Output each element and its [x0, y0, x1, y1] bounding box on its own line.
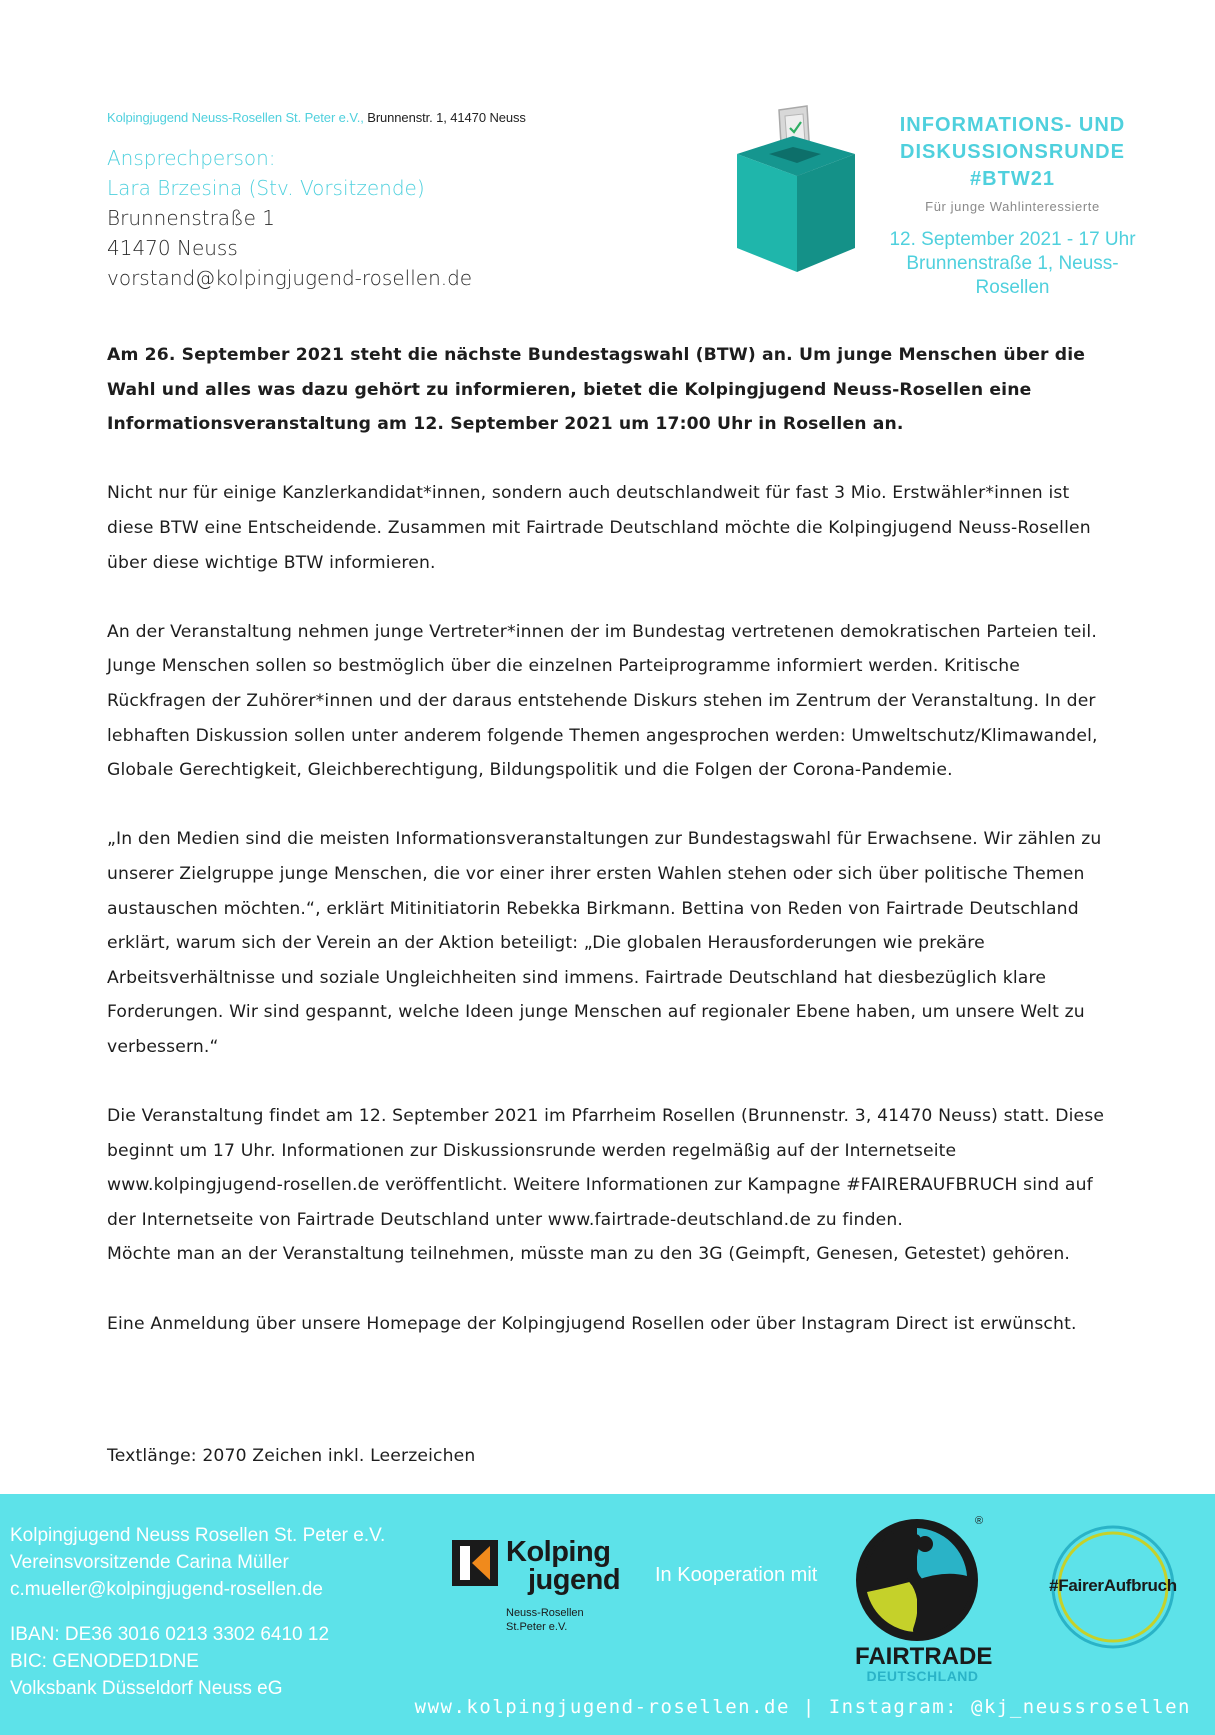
fairtrade-registered: ® [975, 1515, 984, 1527]
sender-line [107, 110, 526, 125]
footer-info [10, 1522, 385, 1702]
contact-email[interactable]: vorstand@kolpingjugend-rosellen.de [107, 266, 473, 290]
sender-org: Kolpingjugend Neuss-Rosellen St. Peter e.V., [107, 110, 364, 125]
text-length: Textlänge: 2070 Zeichen inkl. Leerzeichen [107, 1446, 476, 1466]
kolping-sub1: Neuss-Rosellen [506, 1607, 584, 1619]
kolping-word1: Kolping [506, 1536, 611, 1568]
sender-address: Brunnenstr. 1, 41470 Neuss [363, 110, 526, 125]
cooperation-label: In Kooperation mit [655, 1564, 818, 1586]
kolpingjugend-logo [450, 1536, 650, 1636]
contact-block [107, 143, 472, 293]
campaign-hashtag: #FairerAufbruch [1049, 1576, 1177, 1595]
paragraph-2: An der Veranstaltung nehmen junge Vertreter*innen der im Bundestag vertretenen demokratischen Parteien teil. Junge Menschen sollen so bestmöglich über die einzelnen Parteiprogramme informiert werden. Kritische Rückfragen der Zuhörer*innen und der daraus entstehende Diskurs stehen im Zentrum der Veranstaltung. In der lebhaften Diskussion sollen unter anderem folgende Themen angesprochen werden: Umweltschutz/Klimawandel, Globale Gerechtigkeit, Gleichberechtigung, Bildungspolitik und die Folgen der Corona-Pandemie. [107, 621, 1098, 781]
footer-email[interactable]: c.mueller@kolpingjugend-rosellen.de [10, 1579, 323, 1600]
contact-city: 41470 Neuss [107, 236, 238, 260]
kolping-word2: jugend [528, 1564, 621, 1596]
fairtrade-logo [855, 1510, 993, 1685]
fairtrade-sub: DEUTSCHLAND [866, 1668, 979, 1684]
footer-org: Kolpingjugend Neuss Rosellen St. Peter e.V. [10, 1525, 386, 1546]
event-place: Brunnenstraße 1, Neuss-Rosellen [906, 253, 1119, 298]
event-date: 12. September 2021 - 17 Uhr [889, 229, 1136, 250]
fairer-aufbruch-badge [1048, 1522, 1178, 1652]
footer-web-line[interactable]: www.kolpingjugend-rosellen.de | Instagram: @kj_neussrosellen [414, 1696, 1191, 1718]
kolping-k-icon [452, 1540, 498, 1586]
event-title-line2: DISKUSSIONSRUNDE #BTW21 [900, 141, 1125, 190]
contact-label: Ansprechperson: [107, 146, 276, 170]
contact-street: Brunnenstraße 1 [107, 206, 275, 230]
ballot-box-icon [735, 104, 857, 274]
footer-iban: IBAN: DE36 3016 0213 3302 6410 12 [10, 1624, 330, 1645]
footer-chair: Vereinsvorsitzende Carina Müller [10, 1552, 289, 1573]
kolping-sub [506, 1606, 584, 1634]
paragraph-5: Möchte man an der Veranstaltung teilnehmen, müsste man zu den 3G (Geimpft, Genesen, Getestet) gehören. [107, 1244, 1070, 1265]
fairtrade-word: FAIRTRADE [855, 1643, 993, 1670]
paragraph-3: „In den Medien sind die meisten Informationsveranstaltungen zur Bundestagswahl für Erwachsene. Wir zählen zu unserer Zielgruppe junge Menschen, die vor einer ihrer ersten Wahlen stehen oder sich über politische Themen austauschen möchten.“, erklärt Mitinitiatorin Rebekka Birkmann. Bettina von Reden von Fairtrade Deutschland erklärt, warum sich der Verein an der Aktion beteiligt: „Die globalen Herausforderungen wie prekäre Arbeitsverhältnisse und soziale Ungleichheiten sind immens. Fairtrade Deutschland hat diesbezüglich klare Forderungen. Wir sind gespannt, welche Ideen junge Menschen auf regionaler Ebene haben, um unsere Welt zu verbessern.“ [107, 829, 1102, 1057]
paragraph-1: Nicht nur für einige Kanzlerkandidat*innen, sondern auch deutschlandweit für fast 3 Mio. Erstwähler*innen ist diese BTW eine Entscheidende. Zusammen mit Fairtrade Deutschland möchte die Kolpingjugend Neuss-Rosellen über diese wichtige BTW informieren. [107, 483, 1091, 573]
event-info [870, 112, 1155, 300]
footer-bic: BIC: GENODED1DNE [10, 1651, 199, 1672]
event-title-line1: INFORMATIONS- UND [899, 114, 1126, 136]
kolping-sub2: St.Peter e.V. [506, 1621, 568, 1633]
footer-bank: Volksbank Düsseldorf Neuss eG [10, 1678, 283, 1699]
lead-paragraph: Am 26. September 2021 steht die nächste Bundestagswahl (BTW) an. Um junge Menschen über die Wahl und alles was dazu gehört zu informieren, bietet die Kolpingjugend Neuss-Rosellen eine Informationsveranstaltung am 12. September 2021 um 17:00 Uhr in Rosellen an. [107, 345, 1086, 435]
paragraph-4: Die Veranstaltung findet am 12. September 2021 im Pfarrheim Rosellen (Brunnenstr. 3, 41470 Neuss) statt. Diese beginnt um 17 Uhr. Informationen zur Diskussionsrunde werden regelmäßig auf der Internetseite www.kolpingjugend-rosellen.de veröffentlicht. Weitere Informationen zur Kampagne #FAIRERAUFBRUCH sind auf der Internetseite von Fairtrade Deutschland unter www.fairtrade-deutschland.de zu finden. [107, 1106, 1105, 1230]
footer [0, 1494, 1215, 1735]
event-subtitle: Für junge Wahlinteressierte [925, 199, 1100, 214]
contact-name: Lara Brzesina (Stv. Vorsitzende) [107, 176, 425, 200]
fairtrade-mark-icon [855, 1510, 990, 1642]
press-release-body [107, 338, 1117, 1376]
paragraph-6: Eine Anmeldung über unsere Homepage der Kolpingjugend Rosellen oder über Instagram Direct ist erwünscht. [107, 1313, 1077, 1334]
